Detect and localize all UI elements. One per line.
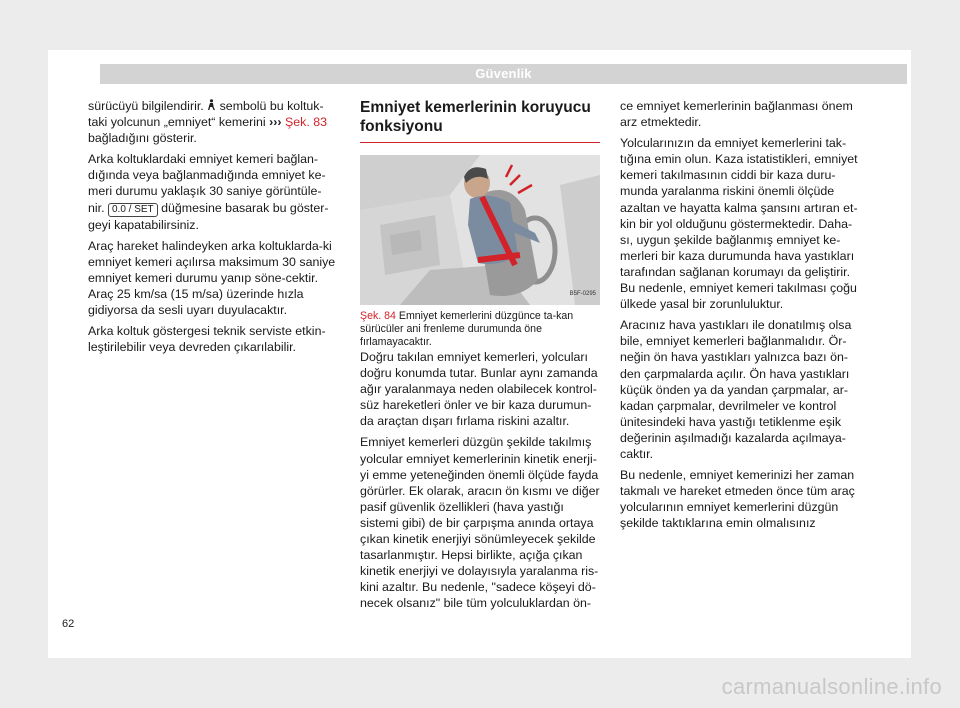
driver-illustration <box>360 155 600 305</box>
paragraph: Araç hareket halindeyken arka koltuklarda-ki emniyet kemeri açılırsa maksimum 30 saniye emniyet kemeri durumu yanıp söne-cektir. Araç 25 km/sa (15 m/sa) üzerinde hızla gidiyorsa da sesli uyarı duyulacaktır. <box>88 238 336 318</box>
paragraph: sürücüyü bilgilendirir. sembolü bu koltuk-taki yolcunun „emniyet“ kemerini ››› Şek. 83 bağladığını gösterir. <box>88 99 327 146</box>
column-left <box>88 98 337 360</box>
page-number: 62 <box>62 618 75 630</box>
paragraph: Yolcularınızın da emniyet kemerlerini tak-tığına emin olun. Kaza istatistikleri, emniyet kemeri takılmasının ciddi bir kaza duru-munda yaralanma riskini önemli ölçüde azaltan ve hayatta kalma şansını artıran et-kin bir yol olduğunu göstermektedir. Daha-sı, uygun şekilde bağlanmış emniyet ke-merleri bir kaza durumunda hava yastıkları tarafından sağlanan korumayı da geliştirir. Bu nedenle, emniyet kemeri takılması çoğu ülkede yasal bir zorunluluktur. <box>620 136 858 312</box>
document-page <box>48 50 911 658</box>
paragraph: Doğru takılan emniyet kemerleri, yolcuları doğru konumda tutar. Bunlar aynı zamanda ağır yaralanmaya neden olabilecek kontrol-süz hareketleri önler ve bir kaza durumun-da araçtan dışarı fırlama riskini azaltır. <box>360 350 598 429</box>
figure-seatbelt-illustration <box>360 155 600 305</box>
column-right <box>620 98 864 536</box>
column-middle <box>360 98 600 617</box>
seated-person-icon <box>207 99 219 113</box>
section-title: Emniyet kemerlerinin koruyucu fonksiyonu <box>360 98 600 143</box>
set-button-key: 0.0 / SET <box>108 203 158 217</box>
paragraph: Arka koltuk göstergesi teknik serviste etkin-leştirilebilir veya devreden çıkarılabilir. <box>88 324 326 355</box>
paragraph: Arka koltuklardaki emniyet kemeri bağlan-dığında veya bağlanmadığında emniyet ke-meri durumu yaklaşık 30 saniye görüntüle-nir. 0.0 / SET düğmesine basarak bu göster-geyi kapatabilirsiniz. <box>88 152 329 232</box>
paragraph: Aracınız hava yastıkları ile donatılmış olsa bile, emniyet kemerleri bağlanmalıdır. Ör-neğin ön hava yastıkları yalnızca bazı ön-den çarpmalarda açılır. Ön hava yastıkları küçük önden ya da yandan çarpmalar, ar-kadan çarpmalar, devrilmeler ve kontrol ünitesindeki hava yastığı tetiklenme eşik değerinin aşılmadığı kazalarda açılmaya-caktır. <box>620 318 852 461</box>
figure-caption: Şek. 84 Emniyet kemerlerini düzgünce ta-kan sürücüler ani frenleme durumunda öne fırlamayacaktır. <box>360 310 574 348</box>
paragraph: ce emniyet kemerlerinin bağlanması önem arz etmektedir. <box>620 99 853 130</box>
paragraph: Emniyet kemerleri düzgün şekilde takılmış yolcular emniyet kemerlerinin kinetik enerji-yi emme yeteneğinden önemli ölçüde fayda görürler. Ek olarak, aracın ön kısmı ve diğer pasif güvenlik özellikleri (hava yastığı sistemi gibi) de bir çarpışma anında ortaya çıkan kinetik enerjiyi sönümleyecek şekilde tasarlanmıştır. Hepsi birlikte, açığa çıkan kinetik enerjiyi ve dolayısıyla yaralanma ris-kini azaltır. Bu nedenle, "sadece köşeyi dö-necek olsanız" bile tüm yolculuklardan ön- <box>360 435 600 611</box>
paragraph: Bu nedenle, emniyet kemerinizi her zaman takmalı ve hareket etmeden önce tüm araç yolcularının emniyet kemerlerini düzgün şekilde taktıklarına emin olmalısınız <box>620 468 855 531</box>
page-header: Güvenlik <box>100 64 907 84</box>
figure-number: Şek. 84 <box>360 310 396 322</box>
watermark: carmanualsonline.info <box>721 674 942 699</box>
reference-arrow: ››› <box>269 115 282 130</box>
figure-reference-link[interactable]: Şek. 83 <box>284 115 327 130</box>
figure-code: B5F-0295 <box>569 290 596 297</box>
